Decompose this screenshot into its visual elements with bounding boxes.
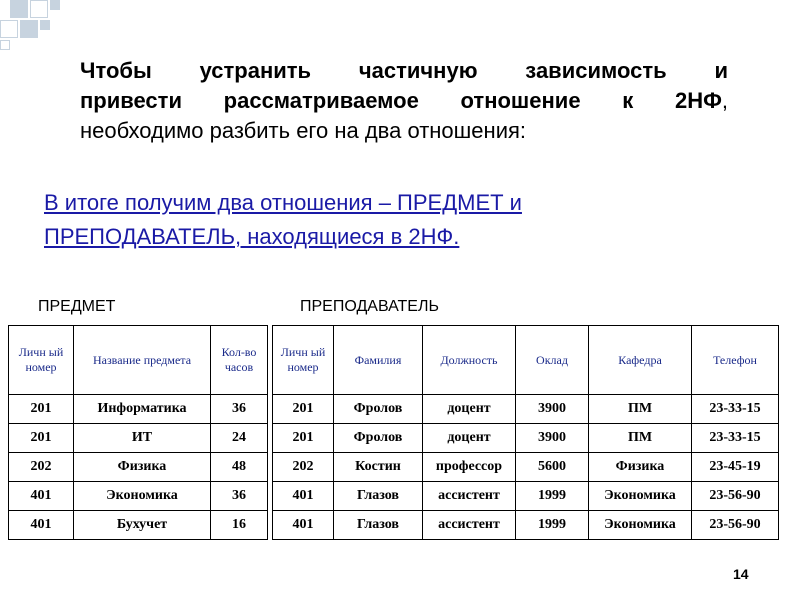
table-cell: 23-45-19 — [692, 453, 779, 482]
table-row — [273, 453, 779, 482]
table-row — [273, 482, 779, 511]
table-cell: Глазов — [334, 482, 423, 511]
intro-line-3: необходимо разбить его на два отношения: — [80, 118, 527, 143]
table-cell: 23-56-90 — [692, 482, 779, 511]
table-cell: доцент — [423, 424, 516, 453]
table-cell: 5600 — [516, 453, 589, 482]
table-cell: Фролов — [334, 424, 423, 453]
table-cell: ПМ — [589, 395, 692, 424]
table-cell: 1999 — [516, 511, 589, 540]
result-text — [44, 186, 744, 254]
table-cell: 201 — [9, 395, 74, 424]
table-cell: 401 — [9, 482, 74, 511]
table-cell: 401 — [9, 511, 74, 540]
table-row — [273, 424, 779, 453]
table-cell: 201 — [9, 424, 74, 453]
table-cell: 202 — [9, 453, 74, 482]
table-cell: Физика — [589, 453, 692, 482]
subject-table — [8, 325, 268, 540]
header-cell: Должность — [423, 326, 516, 395]
table-cell: 201 — [273, 395, 334, 424]
table-cell: 48 — [211, 453, 268, 482]
table-cell: 16 — [211, 511, 268, 540]
table-cell: 401 — [273, 482, 334, 511]
teacher-table-caption: ПРЕПОДАВАТЕЛЬ — [300, 298, 439, 315]
table-cell: 1999 — [516, 482, 589, 511]
table-row — [9, 453, 268, 482]
table-cell: 23-56-90 — [692, 511, 779, 540]
table-cell: 36 — [211, 482, 268, 511]
header-cell: Фамилия — [334, 326, 423, 395]
result-line-2: ПРЕПОДАВАТЕЛЬ, находящиеся в 2НФ. — [44, 224, 460, 249]
table-cell: ИТ — [74, 424, 211, 453]
table-cell: 3900 — [516, 424, 589, 453]
header-cell: Название предмета — [74, 326, 211, 395]
table-row — [273, 395, 779, 424]
intro-line-2 — [80, 86, 728, 116]
table-row — [9, 395, 268, 424]
header-cell: Кол-во часов — [211, 326, 268, 395]
table-cell: ПМ — [589, 424, 692, 453]
table-header-row — [9, 326, 268, 395]
table-cell: Экономика — [589, 511, 692, 540]
table-cell: 3900 — [516, 395, 589, 424]
table-row — [9, 482, 268, 511]
table-cell: 23-33-15 — [692, 395, 779, 424]
intro-line-1: Чтобы устранить частичную зависимость и — [80, 58, 728, 83]
table-cell: 24 — [211, 424, 268, 453]
table-cell: Информатика — [74, 395, 211, 424]
table-cell: доцент — [423, 395, 516, 424]
subject-table-caption: ПРЕДМЕТ — [38, 298, 116, 315]
intro-line-2-tail: , — [721, 88, 728, 113]
table-cell: Экономика — [74, 482, 211, 511]
table-cell: ассистент — [423, 482, 516, 511]
table-cell: Экономика — [589, 482, 692, 511]
teacher-table — [272, 325, 779, 540]
table-header-row — [273, 326, 779, 395]
header-cell: Кафедра — [589, 326, 692, 395]
table-cell: Фролов — [334, 395, 423, 424]
intro-text — [80, 56, 728, 146]
table-cell: 23-33-15 — [692, 424, 779, 453]
table-cell: 36 — [211, 395, 268, 424]
corner-decoration — [0, 0, 70, 50]
header-cell: Телефон — [692, 326, 779, 395]
header-cell: Личн ый номер — [273, 326, 334, 395]
table-cell: профессор — [423, 453, 516, 482]
table-cell: ассистент — [423, 511, 516, 540]
table-cell: 401 — [273, 511, 334, 540]
table-cell: Глазов — [334, 511, 423, 540]
table-cell: Костин — [334, 453, 423, 482]
table-row — [273, 511, 779, 540]
table-cell: Бухучет — [74, 511, 211, 540]
table-cell: 202 — [273, 453, 334, 482]
result-line-1: В итоге получим два отношения – ПРЕДМЕТ и — [44, 190, 522, 215]
header-cell: Личн ый номер — [9, 326, 74, 395]
table-row — [9, 424, 268, 453]
table-cell: 201 — [273, 424, 334, 453]
intro-line-2-text: привести рассматриваемое отношение к 2НФ — [80, 88, 722, 113]
table-cell: Физика — [74, 453, 211, 482]
table-row — [9, 511, 268, 540]
header-cell: Оклад — [516, 326, 589, 395]
page-number: 14 — [733, 566, 749, 582]
